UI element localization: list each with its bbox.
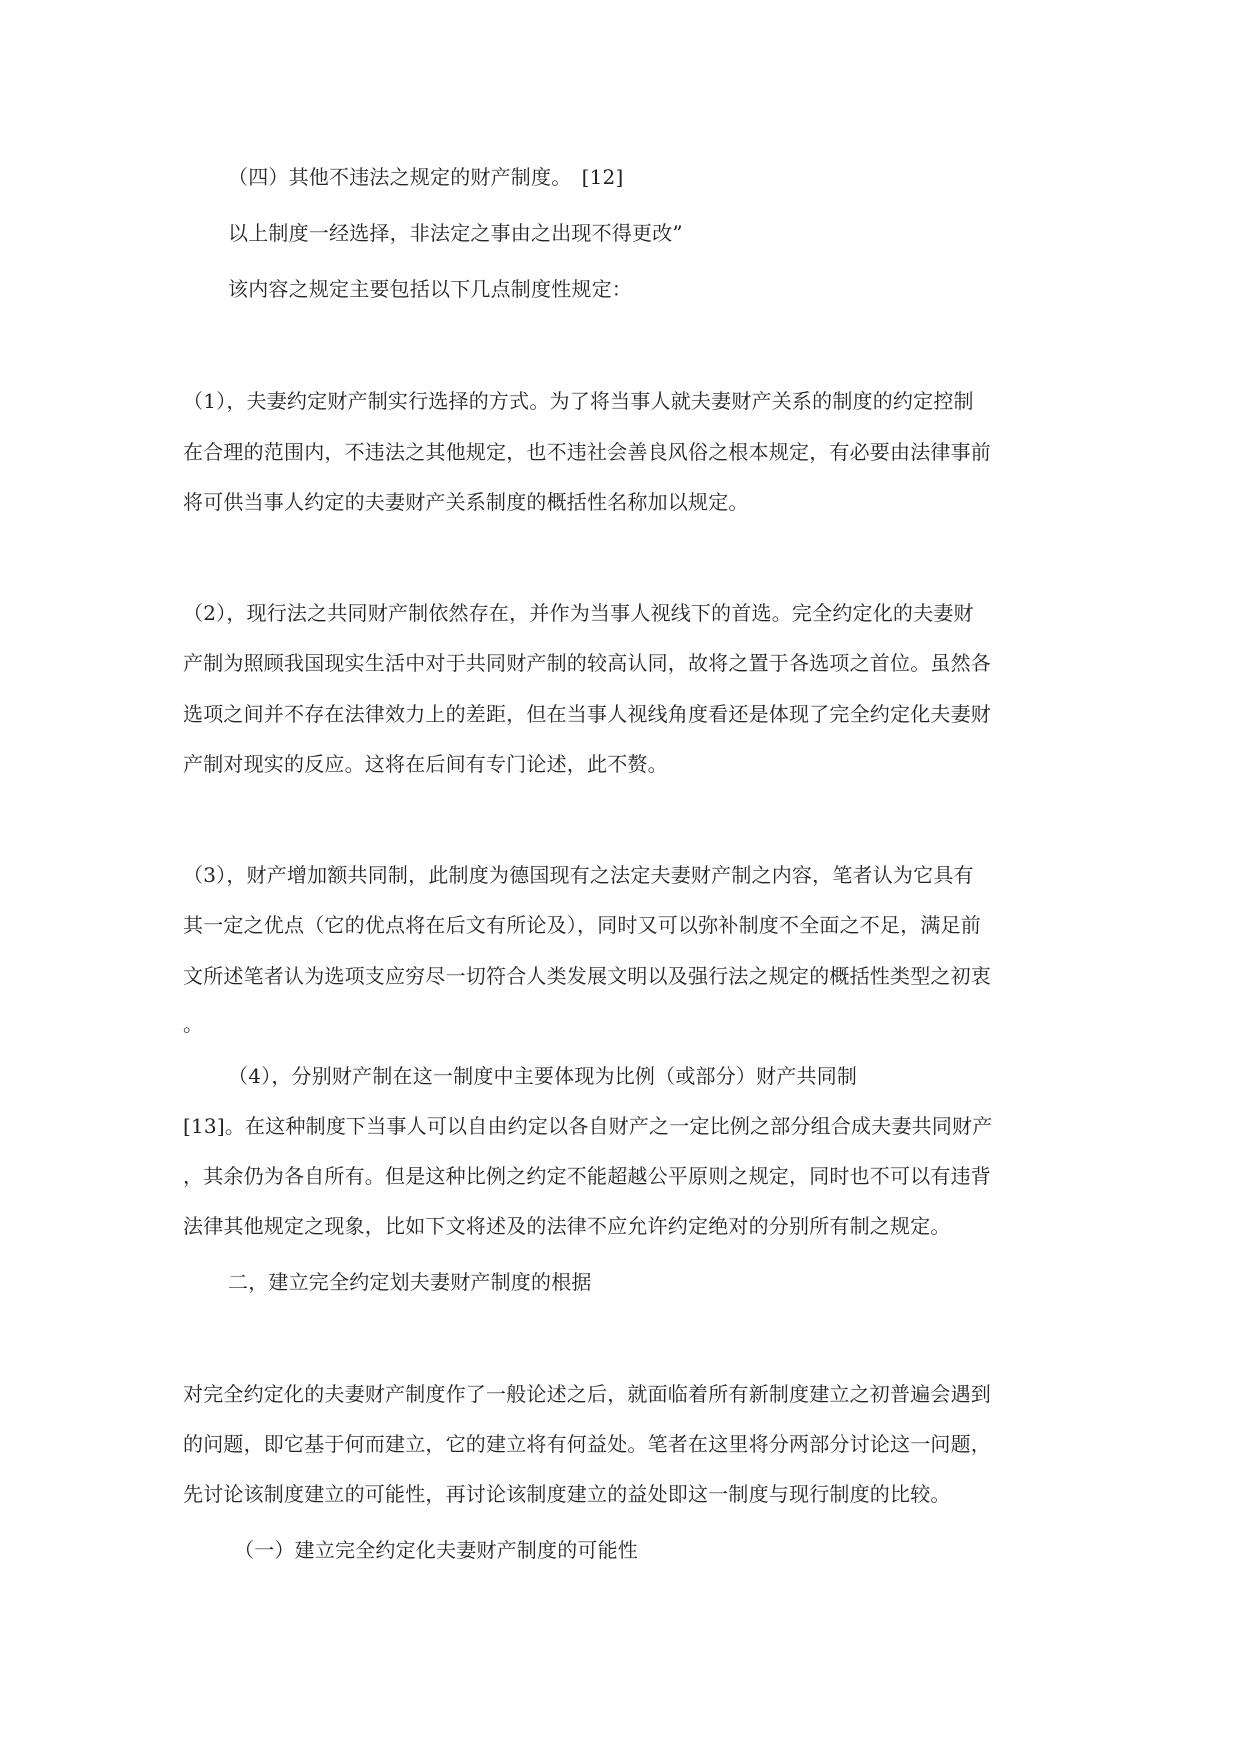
text-line: 产制对现实的反应。这将在后间有专门论述，此不赘。: [183, 752, 668, 776]
text-line: （2），现行法之共同财产制依然存在，并作为当事人视线下的首选。完全约定化的夫妻财: [183, 601, 974, 625]
text-line: 的问题，即它基于何而建立，它的建立将有何益处。笔者在这里将分两部分讨论这一问题，: [183, 1432, 991, 1456]
text-line: 。: [183, 1012, 204, 1036]
subsection-heading: （一）建立完全约定化夫妻财产制度的可能性: [234, 1538, 638, 1562]
text-line: 以上制度一经选择，非法定之事由之出现不得更改”: [228, 221, 683, 245]
text-line: （3），财产增加额共同制，此制度为德国现有之法定夫妻财产制之内容，笔者认为它具有: [183, 863, 974, 887]
text-line: 产制为照顾我国现实生活中对于共同财产制的较高认同，故将之置于各选项之首位。虽然各: [183, 651, 991, 675]
section-heading: 二，建立完全约定划夫妻财产制度的根据: [228, 1270, 592, 1294]
text-line: 其一定之优点（它的优点将在后文有所论及），同时又可以弥补制度不全面之不足，满足前: [183, 913, 981, 937]
text-line: 该内容之规定主要包括以下几点制度性规定：: [228, 277, 632, 301]
text-line: 在合理的范围内，不违法之其他规定，也不违社会善良风俗之根本规定，有必要由法律事前: [183, 440, 991, 464]
text-line: 选项之间并不存在法律效力上的差距，但在当事人视线角度看还是体现了完全约定化夫妻财: [183, 702, 991, 726]
text-line: （四）其他不违法之规定的财产制度。 [12]: [228, 165, 624, 189]
text-line: 先讨论该制度建立的可能性，再讨论该制度建立的益处即这一制度与现行制度的比较。: [183, 1482, 951, 1506]
text-line: 文所述笔者认为选项支应穷尽一切符合人类发展文明以及强行法之规定的概括性类型之初衷: [183, 964, 991, 988]
text-line: [13]。在这种制度下当事人可以自由约定以各自财产之一定比例之部分组合成夫妻共同财产: [183, 1114, 993, 1138]
text-line: 将可供当事人约定的夫妻财产关系制度的概括性名称加以规定。: [183, 490, 749, 514]
text-line: （4），分别财产制在这一制度中主要体现为比例（或部分）财产共同制: [228, 1064, 858, 1088]
text-line: （1），夫妻约定财产制实行选择的方式。为了将当事人就夫妻财产关系的制度的约定控制: [183, 389, 974, 413]
text-line: ，其余仍为各自所有。但是这种比例之约定不能超越公平原则之规定，同时也不可以有违背: [183, 1164, 991, 1188]
text-line: 对完全约定化的夫妻财产制度作了一般论述之后，就面临着所有新制度建立之初普遍会遇到: [183, 1382, 991, 1406]
text-line: 法律其他规定之现象，比如下文将述及的法律不应允许约定绝对的分别所有制之规定。: [183, 1214, 951, 1238]
